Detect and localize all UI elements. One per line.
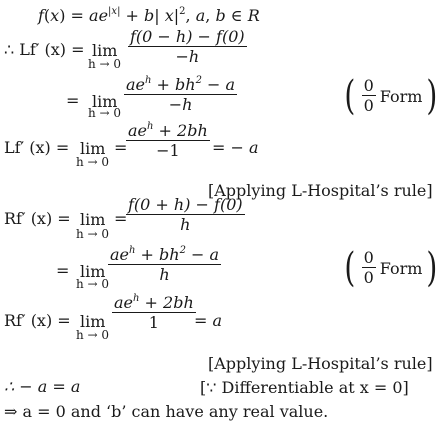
therefore-equation: ∴ − a = a <box>4 377 81 396</box>
equals-sign: = <box>66 91 80 110</box>
lim-subscript: h → 0 <box>76 277 110 291</box>
lim-word: lim <box>92 92 118 111</box>
lim-subscript: h → 0 <box>88 57 122 71</box>
rf-label: Rf′ (x) = <box>4 209 71 228</box>
lim-subscript: h → 0 <box>76 328 110 342</box>
lim-word: lim <box>80 139 106 158</box>
denominator: h <box>159 265 170 284</box>
numerator: $ae^h + 2bh$ <box>128 121 208 140</box>
lim-subscript: h → 0 <box>76 155 110 169</box>
lim-subscript: h → 0 <box>88 106 122 120</box>
lf2-label: Lf′ (x) = <box>4 138 70 157</box>
lf-fraction-2 <box>124 76 237 114</box>
lhospital-note: [Applying L-Hospital’s rule] <box>208 181 433 200</box>
equals-sign: = <box>114 138 128 157</box>
numerator: f(0 + h) − f(0) <box>128 195 243 214</box>
numerator: f(0 − h) − f(0) <box>130 27 245 46</box>
lf-result: = − a <box>212 138 259 157</box>
denominator: −h <box>168 95 193 114</box>
denominator: h <box>180 215 191 234</box>
lf-fraction-3 <box>126 122 210 160</box>
rf-fraction-3 <box>112 294 196 332</box>
lim-word: lim <box>80 312 106 331</box>
numerator: $ae^h + bh^2 - a$ <box>110 245 220 264</box>
denominator: −h <box>175 47 200 66</box>
lim-word: lim <box>80 262 106 281</box>
lf-label: ∴ Lf′ (x) = <box>4 40 85 59</box>
rf-fraction-2 <box>108 246 221 284</box>
denominator: 1 <box>148 313 159 332</box>
lhospital-note: [Applying L-Hospital’s rule] <box>208 354 433 373</box>
lim-word: lim <box>80 210 106 229</box>
numerator: $ae^h + bh^2 - a$ <box>126 75 236 94</box>
differentiable-note: [∵ Differentiable at x = 0] <box>200 378 409 397</box>
denominator: −1 <box>156 141 180 160</box>
lf-fraction-1 <box>128 28 247 66</box>
equals-sign: = <box>114 209 128 228</box>
lim-subscript: h → 0 <box>76 227 110 241</box>
function-definition: $f(x) = ae^{|x|} + b|$ $x|^2$, a, b ∈ R <box>38 6 260 25</box>
conclusion: ⇒ a = 0 and ‘b’ can have any real value. <box>4 402 329 421</box>
zero-over-zero-form-1: ( $\frac{0}{0}$ Form ) <box>344 73 438 119</box>
lim-word: lim <box>92 41 118 60</box>
equals-sign: = <box>56 261 70 280</box>
rf-fraction-1 <box>126 196 245 234</box>
rf2-label: Rf′ (x) = <box>4 311 71 330</box>
rf-result: = a <box>194 311 223 330</box>
zero-over-zero-form-2: ( $\frac{0}{0}$ Form ) <box>344 245 438 291</box>
numerator: $ae^h + 2bh$ <box>114 293 194 312</box>
